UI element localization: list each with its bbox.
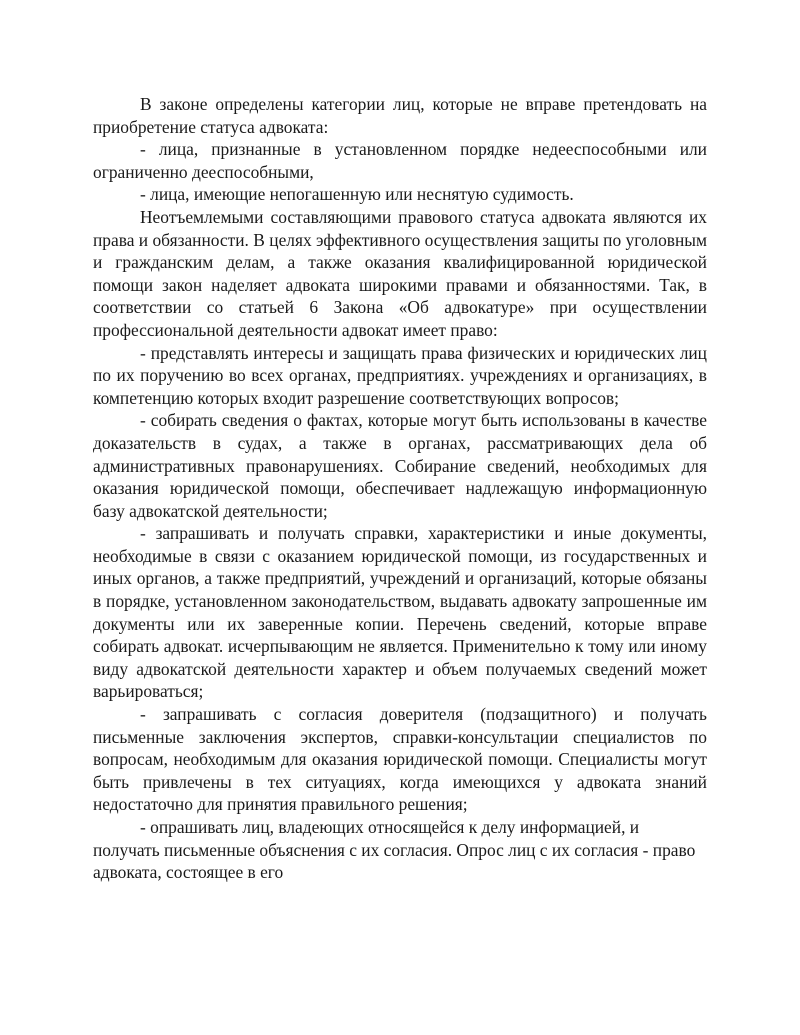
paragraph-right-collect-info: - собирать сведения о фактах, которые могут быть использованы в качестве доказательств в судах, а также в органах, рассматривающих дела об административных правонарушениях. Собирание сведений, необходимых для оказания юридической помощи, обеспечивает надлежащую информационную базу адвокатской деятельности; [93,410,707,521]
paragraph-excluded-categories: В законе определены категории лиц, которые не вправе претендовать на приобретение статуса адвоката: [93,94,707,137]
paragraph-right-expert-opinions: - запрашивать с согласия доверителя (подзащитного) и получать письменные заключения экспертов, справки-консультации специалистов по вопросам, необходимым для оказания юридической помощи. Специалисты могут быть привлечены в тех ситуациях, когда имеющихся у адвоката знаний недостаточно для принятия правильного решения; [93,704,707,815]
paragraph-right-represent: - представлять интересы и защищать права физических и юридических лиц по их поручению во всех органах, предприятиях. учреждениях и организациях, в компетенцию которых входит разрешение соответствующих вопросов; [93,342,707,408]
paragraph-right-request-documents: - запрашивать и получать справки, характеристики и иные документы, необходимые в связи с оказанием юридической помощи, из государственных и иных органов, а также предприятий, учреждений и организаций, которые обязаны в порядке, установленном законодательством, выдавать адвокату запрошенные им документы или их заверенные копии. Перечень сведений, которые вправе собирать адвокат. исчерпывающим не является. Применительно к тому или иному виду адвокатской деятельности характер и объем получаемых сведений может варьироваться; [93,523,707,702]
paragraph-criminal-record: - лица, имеющие непогашенную или неснятую судимость. [140,184,574,205]
document-body [93,93,707,884]
paragraph-incapacitated-persons: - лица, признанные в установленном порядке недееспособными или ограниченно дееспособными, [93,139,707,182]
paragraph-rights-and-duties: Неотъемлемыми составляющими правового статуса адвоката являются их права и обязанности. В целях эффективного осуществления защиты по уголовным и гражданским делам, а также оказания квалифицированной юридической помощи закон наделяет адвоката широкими правами и обязанностями. Так, в соответствии со статьей 6 Закона «Об адвокатуре» при осуществлении профессиональной деятельности адвокат имеет право: [93,206,707,340]
paragraph-right-interview: - опрашивать лиц, владеющих относящейся к делу информацией, и получать письменные объяснения с их согласия. Опрос лиц с их согласия - право адвоката, состоящее в его [93,817,696,883]
